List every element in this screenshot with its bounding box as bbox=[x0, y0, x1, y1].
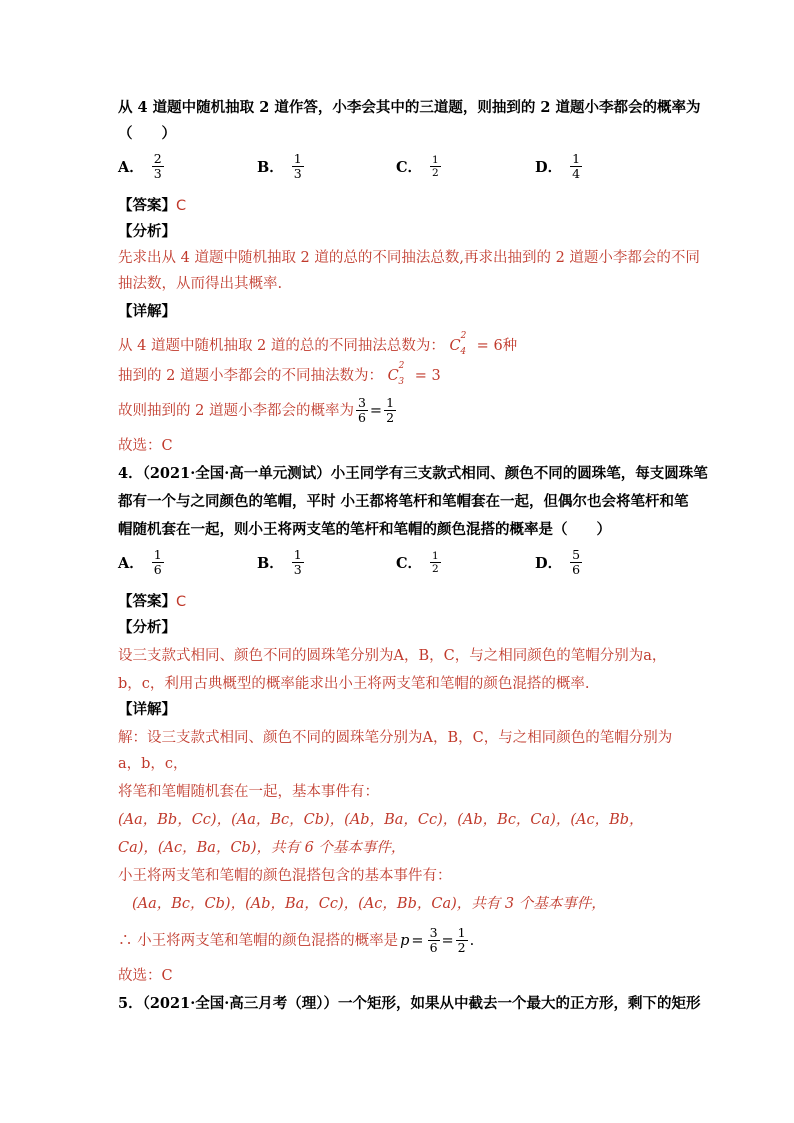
q4-detail-line3: 将笔和笔帽随机套在一起，基本事件有： bbox=[118, 784, 379, 800]
option-fraction bbox=[292, 548, 304, 577]
denominator: 2 bbox=[432, 167, 439, 179]
q3-option-a bbox=[118, 152, 166, 181]
option-label: D． bbox=[535, 159, 563, 176]
q3-detail-line3 bbox=[118, 396, 398, 425]
q4-detail-line2: a，b，c， bbox=[118, 756, 188, 772]
q4-detail-line5: Ca)，(Ac，Ba，Cb)，共有 6 个基本事件， bbox=[118, 840, 406, 856]
detail-text: 抽到的 2 道题小李都会的不同抽法数为： bbox=[118, 367, 383, 384]
answer-tag: 【答案】 bbox=[118, 594, 176, 610]
detail-text: 从 4 道题中随机抽取 2 道的总的不同抽法总数为： bbox=[118, 337, 445, 354]
q4-detail-line4: (Aa，Bb，Cc)，(Aa，Bc，Cb)，(Ab，Ba，Cc)，(Ab，Bc，Ca)，(Ac，Bb， bbox=[118, 812, 644, 828]
q4-option-a bbox=[118, 548, 166, 577]
probability-fraction bbox=[428, 926, 440, 955]
comb-sub: 4 bbox=[460, 346, 467, 357]
q4-detail-line8 bbox=[118, 926, 474, 955]
q4-analysis-tag: 【分析】 bbox=[118, 620, 176, 636]
detail-value: = 6种 bbox=[472, 337, 518, 354]
q4-stem-line2: 都有一个与之同颜色的笔帽，平时 小王都将笔杆和笔帽套在一起，但偶尔也会将笔杆和笔 bbox=[118, 493, 689, 510]
denominator: 6 bbox=[357, 410, 366, 425]
denominator: 2 bbox=[386, 410, 395, 425]
comb-sup: 2 bbox=[460, 331, 467, 341]
q4-option-d bbox=[535, 548, 584, 577]
q5-stem-line1: 5．（2021·全国·高三月考（理））一个矩形，如果从中截去一个最大的正方形，剩下的矩形 bbox=[118, 995, 701, 1012]
denominator: 3 bbox=[293, 166, 302, 181]
comb-sub: 3 bbox=[398, 376, 405, 387]
q3-stem-line2: （ ） bbox=[118, 125, 176, 142]
q3-analysis-tag: 【分析】 bbox=[118, 224, 176, 240]
combination-symbol bbox=[388, 362, 411, 392]
comb-letter: C bbox=[449, 337, 461, 354]
numerator: 3 bbox=[357, 395, 366, 410]
numerator: 1 bbox=[572, 151, 581, 166]
q3-detail-tag: 【详解】 bbox=[118, 304, 176, 320]
q3-option-c bbox=[396, 154, 443, 179]
equals-sign: = bbox=[411, 932, 424, 949]
numerator: 1 bbox=[386, 395, 395, 410]
q4-detail-line6: 小王将两支笔和笔帽的颜色混搭包含的基本事件有： bbox=[118, 868, 452, 884]
detail-text: 故则抽到的 2 道题小李都会的概率为 bbox=[118, 402, 354, 419]
q3-analysis-line1: 先求出从 4 道题中随机抽取 2 道的总的不同抽法总数,再求出抽到的 2 道题小李都会的不同 bbox=[118, 250, 700, 266]
option-label: B． bbox=[257, 159, 284, 176]
q3-analysis-line2: 抽法数，从而得出其概率. bbox=[118, 276, 283, 292]
denominator: 2 bbox=[432, 563, 439, 575]
q3-stem-line1: 从 4 道题中随机抽取 2 道作答，小李会其中的三道题，则抽到的 2 道题小李都会的概率为 bbox=[118, 99, 701, 116]
q4-choose: 故选：C bbox=[118, 968, 173, 984]
numerator: 5 bbox=[572, 547, 581, 562]
probability-fraction bbox=[456, 926, 468, 955]
q4-detail-line1: 解：设三支款式相同、颜色不同的圆珠笔分别为A，B，C，与之相同颜色的笔帽分别为 bbox=[118, 730, 673, 746]
answer-value: C bbox=[176, 198, 187, 214]
option-label: D． bbox=[535, 555, 563, 572]
numerator: 3 bbox=[429, 925, 438, 940]
q3-option-b bbox=[257, 152, 306, 181]
denominator: 6 bbox=[429, 940, 438, 955]
q4-option-b bbox=[257, 548, 306, 577]
option-label: C． bbox=[396, 555, 423, 572]
probability-fraction bbox=[356, 396, 368, 425]
q4-answer bbox=[118, 592, 186, 612]
numerator: 1 bbox=[432, 550, 439, 562]
numerator: 1 bbox=[153, 547, 162, 562]
q3-choose: 故选：C bbox=[118, 438, 173, 454]
option-fraction bbox=[292, 152, 304, 181]
option-label: A． bbox=[118, 555, 144, 572]
option-fraction bbox=[152, 548, 164, 577]
detail-value: = 3 bbox=[410, 367, 441, 384]
combination-symbol bbox=[450, 332, 473, 362]
answer-tag: 【答案】 bbox=[118, 198, 176, 214]
option-label: C． bbox=[396, 159, 423, 176]
denominator: 4 bbox=[572, 166, 581, 181]
period: . bbox=[469, 932, 475, 949]
numerator: 2 bbox=[153, 151, 162, 166]
q4-stem-line3: 帽随机套在一起，则小王将两支笔的笔杆和笔帽的颜色混搭的概率是（ ） bbox=[118, 521, 611, 538]
option-fraction bbox=[570, 152, 582, 181]
numerator: 1 bbox=[432, 154, 439, 166]
q3-option-d bbox=[535, 152, 584, 181]
denominator: 3 bbox=[293, 562, 302, 577]
option-fraction bbox=[430, 154, 441, 179]
q3-detail-line2 bbox=[118, 362, 441, 392]
q4-analysis-line2: b，c，利用古典概型的概率能求出小王将两支笔和笔帽的颜色混搭的概率. bbox=[118, 676, 590, 692]
option-fraction bbox=[430, 550, 441, 575]
equals-sign: = bbox=[441, 932, 454, 949]
option-label: A． bbox=[118, 159, 144, 176]
comb-sup: 2 bbox=[398, 361, 405, 371]
q4-detail-line7: (Aa，Bc，Cb)，(Ab，Ba，Cc)，(Ac，Bb，Ca)，共有 3 个基本事件， bbox=[132, 896, 606, 912]
q4-analysis-line1: 设三支款式相同、颜色不同的圆珠笔分别为A，B，C，与之相同颜色的笔帽分别为a， bbox=[118, 648, 667, 664]
denominator: 3 bbox=[153, 166, 162, 181]
detail-text: ∴ 小王将两支笔和笔帽的颜色混搭的概率是 bbox=[118, 932, 399, 949]
denominator: 6 bbox=[153, 562, 162, 577]
q4-option-c bbox=[396, 550, 443, 575]
probability-fraction bbox=[384, 396, 396, 425]
option-fraction bbox=[570, 548, 582, 577]
option-fraction bbox=[152, 152, 164, 181]
probability-symbol: p bbox=[400, 932, 410, 949]
q4-stem-line1: 4．（2021·全国·高一单元测试）小王同学有三支款式相同、颜色不同的圆珠笔，每支圆珠笔 bbox=[118, 465, 708, 482]
equals-sign: = bbox=[369, 402, 383, 419]
q4-detail-tag: 【详解】 bbox=[118, 702, 176, 718]
numerator: 1 bbox=[293, 151, 302, 166]
numerator: 1 bbox=[457, 925, 466, 940]
denominator: 6 bbox=[572, 562, 581, 577]
numerator: 1 bbox=[293, 547, 302, 562]
answer-value: C bbox=[176, 594, 187, 610]
option-label: B． bbox=[257, 555, 284, 572]
denominator: 2 bbox=[457, 940, 466, 955]
q3-detail-line1 bbox=[118, 332, 517, 362]
comb-letter: C bbox=[387, 367, 399, 384]
q3-answer bbox=[118, 196, 186, 216]
